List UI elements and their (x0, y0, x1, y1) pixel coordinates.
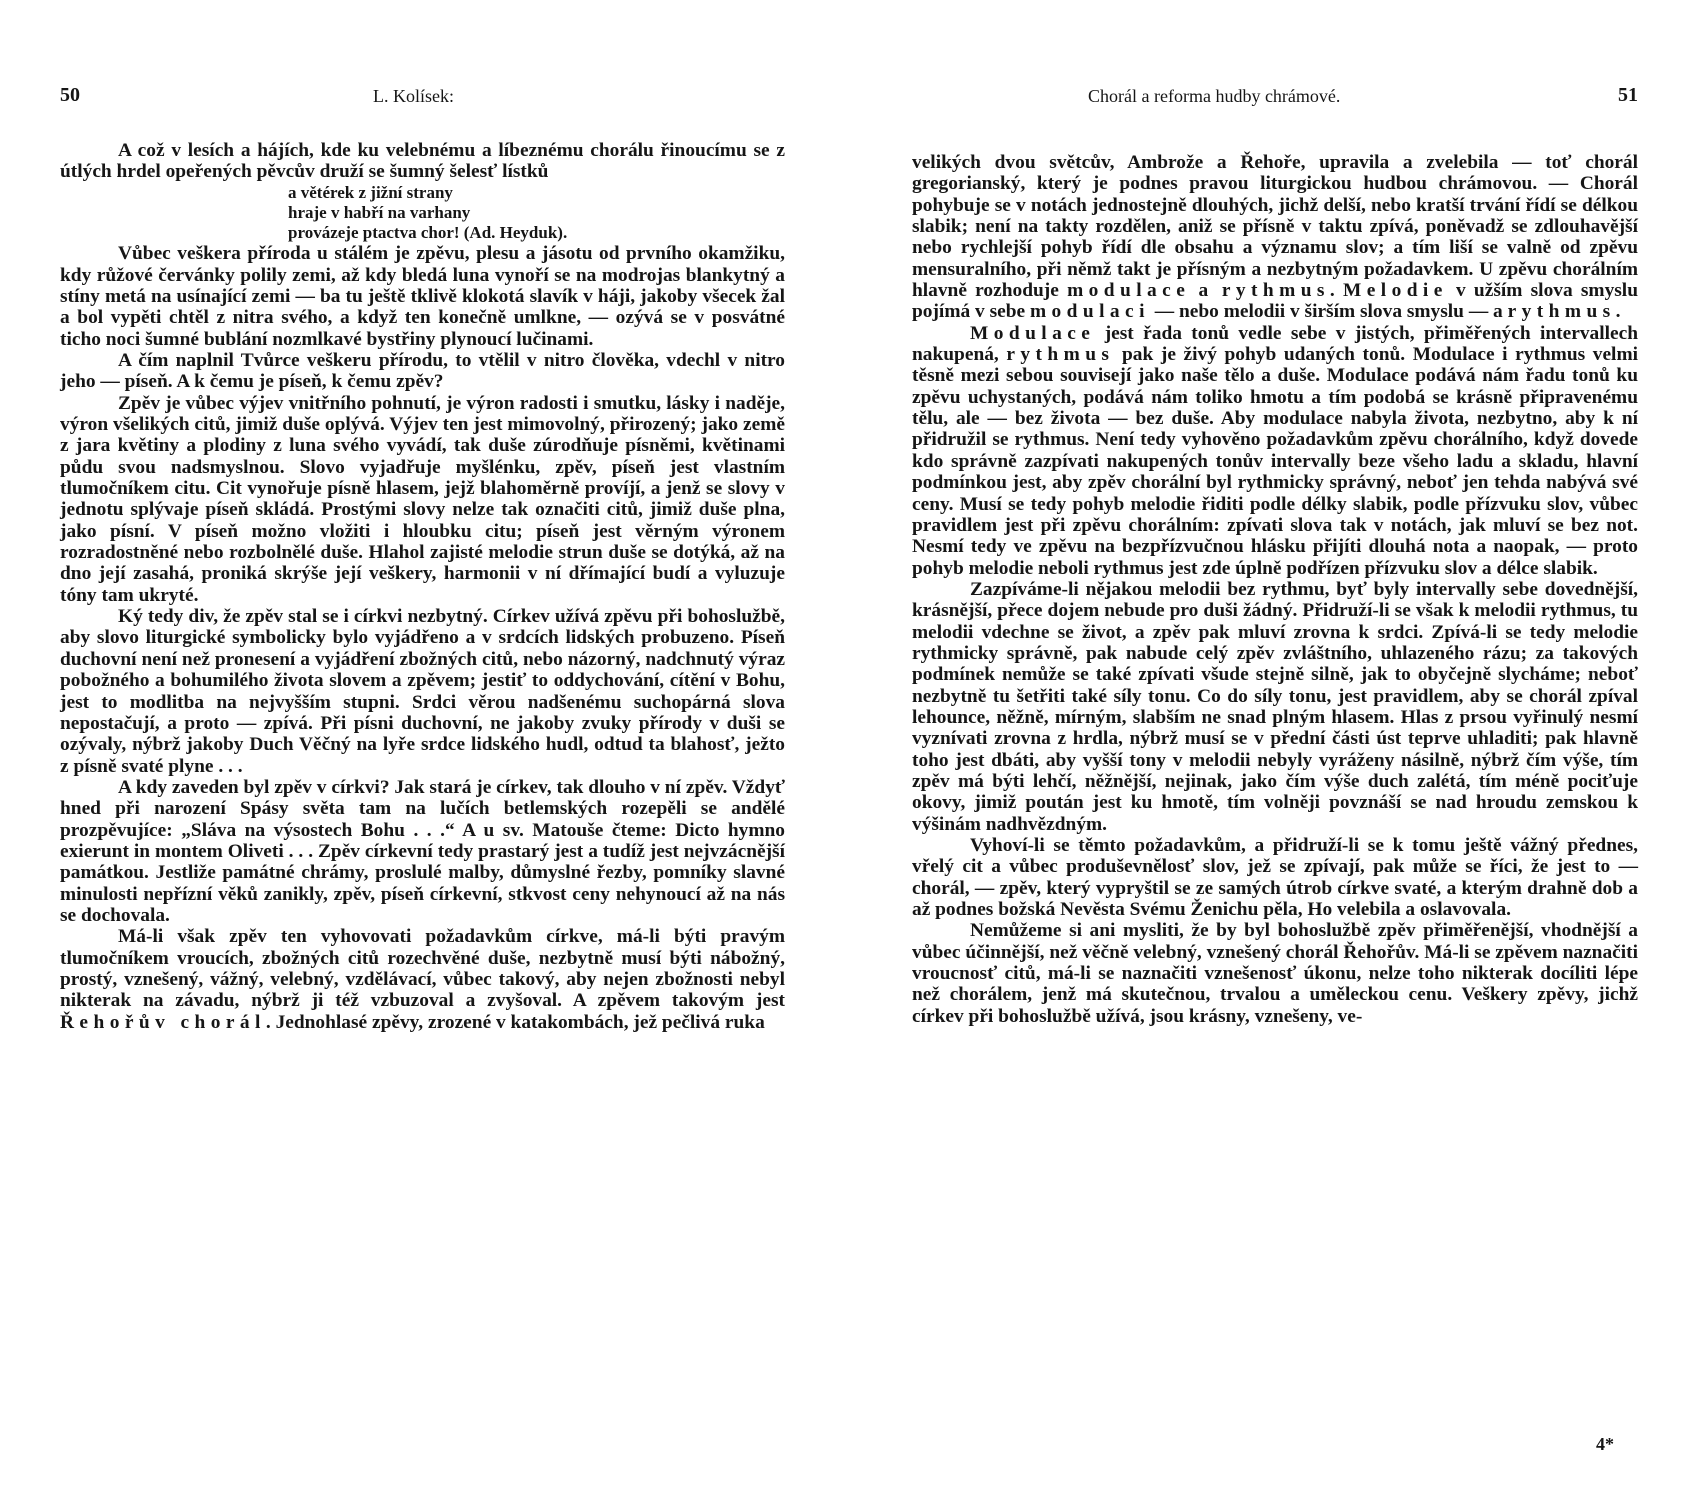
paragraph-gregorian: Nemůžeme si ani mysliti, že by byl bohoslužbě zpěv přiměřenější, vhodnější a vůbec účinnější, než věčně velebný, vznešený chorál Řehořův. Má-li se zpěvem naznačiti vroucnosť citů, má-li se naznačiti vznešenosť úkonu, nelze toho nikterak docíliti lépe než chorálem, jenž má skutečnou, trvalou a uměleckou cenu. Veškery zpěvy, jichž církev při bohoslužbě užívá, jsou krásny, vznešeny, ve- (912, 920, 1638, 1027)
chant-punct: . (1329, 280, 1343, 302)
left-page-header (60, 84, 785, 114)
chant-end: . (1615, 301, 1621, 323)
right-page-header (912, 84, 1638, 114)
paragraph-nature: Vůbec veškera příroda u stálém je zpěvu, plesu a jásotu od prvního okamžiku, kdy růžové červánky polily zemi, až kdy bledá luna vynoří se na modrojas blankytný a stíny metá na usínající zemi — ba tu ještě tklivě klokotá slavík v háji, jakoby všecek žal a bol vypěti chtěl z nitra svého, a když ten konečně umlkne, — ozývá se v posvátné ticho noci šumné bublání nozmlkavé bystřiny plynoucí lučinami. (60, 243, 785, 350)
running-head-right: Chorál a reforma hudby chrámové. (1088, 86, 1341, 106)
modulation-text: jest řada tonů vedle sebe v jistých, přiměřených intervallech nakupená, (912, 322, 1638, 366)
signature-mark: 4* (1596, 1434, 1614, 1454)
term-rythmus-2: rythmus (1507, 301, 1616, 323)
paragraph-requirements: Má-li však zpěv ten vyhovovati požadavkům církve, má-li býti pravým tlumočníkem vroucích, zbožných citů rozechvěné duše, nezbytně musí býti nábožný, prostý, vznešený, vážný, velebný, vzdělávací, vůbec takový, aby nejen zbožnosti nebyl nikterak na závadu, nýbrž ji též vzbuzoval a zvyšoval. A zpěvem takovým jest Řehořův chorál. Jednohlasé zpěvy, zrozené v katakombách, jež pečlivá ruka (60, 926, 785, 1033)
modulation-text-2: pak je živý pohyb udaných tonů. Modulace i rythmus velmi těsně mezi sebou souvisejí jako naše tělo a duše. Modulace podává nám řadu tonů ku zpěvu uchystaných, podává nám toliko hmotu a tím podobá se krásně připravenému tělu, ale — bez života — bez duše. Aby modulace nabyla života, nezbytno, aby k ní přidružil se rythmus. Není tedy vyhověno požadavkům zpěvu chorálního, když dovede kdo správně zazpívati nakupených tonův intervally beze všeho ladu a skladu, hlavní podmínkou jest, aby zpěv chorální byl rythmicky správný, neboť jen tehda nabývá své ceny. Musí se tedy pohyb melodie řiditi podle délky slabik, podle přízvuku slov, vůbec pravidlem jest při zpěvu chorálním: zpívati slova tak v notách, jak mluví se bez not. Nesmí tedy ve zpěvu na bezpřízvučnou hlásku přijíti dlouhá nota a naopak, — proto pohyb melodie neboli rythmus jest zde úplně podřízen přízvuku slov a délce slabik. (912, 344, 1638, 579)
gregorian-chant-spaced: Řehořův chorál (60, 1011, 266, 1033)
right-page-body (912, 152, 1638, 1027)
right-page (912, 0, 1638, 1501)
poem-quote (288, 183, 785, 244)
page-number-left: 50 (60, 84, 80, 106)
paragraph-forest: A což v lesích a hájích, kde ku velebnému a líbeznému chorálu řinoucímu se z útlých hrdel opeřených pěvcův druží se šumný šelesť lístků (60, 140, 785, 183)
requirements-text: Má-li však zpěv ten vyhovovati požadavkům církve, má-li býti pravým tlumočníkem vroucích, zbožných citů rozechvěné duše, nezbytně musí býti nábožný, prostý, vznešený, vážný, velebný, vzdělávací, vůbec takový, aby nejen zbožnosti nebyl nikterak na závadu, nýbrž ji též vzbuzoval a zvyšoval. A zpěvem takovým jest (60, 926, 785, 1012)
term-rythmus: rythmus (1221, 280, 1330, 302)
poem-line: provázeje ptactva chor! (Ad. Heyduk). (288, 223, 568, 243)
paragraph-modulation (912, 323, 1638, 579)
term-modulace: modulace (1067, 280, 1191, 302)
chant-text-2: v užším slova smyslu pojímá v sebe (912, 280, 1638, 323)
term-modulace-2: Modulace (970, 322, 1096, 344)
poem-line: a větérek z jižní strany (288, 182, 453, 202)
left-page (60, 0, 785, 1501)
paragraph-history: A kdy zaveden byl zpěv v církvi? Jak stará je církev, tak dlouho v ní zpěv. Vždyť hned při narození Spásy světa tam na lučích betlemských rozepěli se andělé prozpěvujíce: „Sláva na výsostech Bohu . . .“ A u sv. Matouše čteme: Dicto hymno exierunt in montem Oliveti . . . Zpěv církevní tedy prastarý jest a tudíž jest nejvzácnější památkou. Jestliže památné chrámy, proslulé malby, důmyslné řezby, pomníky slavné minulosti nepřízní věků zanikly, zpěv, píseň církevní, stkvost ceny nehynoucí až na nás se dochovala. (60, 776, 785, 926)
paragraph-delivery: Vyhoví-li se těmto požadavkům, a přidruží-li se k tomu ještě vážný přednes, vřelý cit a vůbec produševnělosť slov, jež se zpívají, pak může se říci, že jest to — chorál, — zpěv, který vypryštil se ze samých útrob církve svaté, a kterým drahně dob a až podnes božská Nevěsta Svému Ženichu pěla, Ho velebila a oslavovala. (912, 835, 1638, 921)
term-melodie: Melodie (1343, 280, 1448, 302)
term-modulaci: modulaci (1029, 301, 1150, 323)
paragraph-creator: A čím naplnil Tvůrce veškeru přírodu, to vtělil v nitro člověka, vdechl v nitro jeho — píseň. A k čemu je píseň, k čemu zpěv? (60, 350, 785, 393)
requirements-tail: Jednohlasé zpěvy, zrozené v katakombách, jež pečlivá ruka (275, 1011, 765, 1033)
poem-line: hraje v habří na varhany (288, 202, 471, 222)
paragraph-song-expression: Zpěv je vůbec výjev vnitřního pohnutí, je výron radosti i smutku, lásky i naděje, výron všelikých citů, jimiž duše oplývá. Výjev ten jest mimovolný, přirozený; jako země z jara květiny a plodiny z luna svého vyvádí, tak duše zúrodňuje písněmi, květinami půdu svou nadsmyslnou. Slovo vyjadřuje myšlénku, zpěv, píseň jest vlastním tlumočníkem citu. Cit vynořuje písně hlasem, jejž blahoměrně províjí, a jenž se slovy v jednotu splývaje píseň skládá. Prostými slovy nelze tak označiti citů, jimiž duše plna, jako písní. V píseň možno vložiti i hloubku citu; píseň jest věrným výronem rozradostněné nebo rozbolnělé duše. Hlahol zajisté melodie strun duše se dotýká, až na dno její zasahá, proniká skrýše její veškery, harmonii v ní dřímající budí a vyluzuje tóny tam ukryté. (60, 392, 785, 606)
left-page-body (60, 140, 785, 1033)
paragraph-church-song: Ký tedy div, že zpěv stal se i církvi nezbytný. Církev užívá zpěvu při bohoslužbě, aby slovo liturgické symbolicky bylo vyjádřeno a v srdcích lidských probuzeno. Píseň duchovní není než pronesení a vyjádření zbožných citů, nebo názorný, nadchnutý výraz pobožného a bohumilého života slovem a zpěvem; jestiť to oddychování, cítění v Bohu, jest to modlitba na nejvyšším stupni. Srdci věrou nadšenému suchopárná slova nepostačují, a proto — zpívá. Při písni duchovní, ne jakoby zvuky přírody v duši se ozývaly, nýbrž jakoby Duch Věčný na lyře srdce lidského hudl, odtud ta blahosť, ježto z písně svaté plyne . . . (60, 606, 785, 777)
word-a: a (1198, 280, 1214, 302)
paragraph-rhythm: Zazpíváme-li nějakou melodii bez rythmu, byť byly intervally sebe dovednější, krásnější, přece dojem nebude pro duši žádný. Přidruží-li se však k melodii rythmus, tu melodii vdechne se život, a zpěv pak mluví zrovna k srdci. Zpívá-li se tedy melodie rythmicky správně, pak nabude celý zpěv zvláštního, uhlazeného rázu; za takových podmínek nemůže se také zpívati všude stejně silně, jak to obyčejně slycháme; neboť nezbytně tu šetřiti také síly tonu. Co do síly tonu, jest pravidlem, aby se chorál zpíval lehounce, něžně, mírným, slabším ne snad plným hlasem. Hlas z prsou vyřinulý nesmí vyznívati zrovna z hrdla, nýbrž musí se v přední části úst teprve uhladiti; pak hlavně toho jest dbáti, aby vyšší tony v melodii nebyly vyráženy násilně, nýbrž čím výše, tím zpěv má býti lehčí, něžnější, nejinak, jako čím výše duch zalétá, tím méně pociťuje okovy, jimiž poután jest ku hmotě, tím volněji povznáší se nad hroudu zemskou k výšinám nadhvězdným. (912, 578, 1638, 835)
chant-text: velikých dvou světcův, Ambrože a Řehoře, upravila a zvelebila — toť chorál gregorianský, který je podnes pravou liturgickou hudbou chrámovou. — Chorál pohybuje se v notách jednostejně dlouhých, jichž delší, nebo kratší trvání řídí se délkou slabik; není na takty rozdělen, aniž se přísně v taktu zpívá, poněvadž se zdlouhavější nebo rychlejší pohyb řídí dle obsahu a významu slov; a tím liší se valně od zpěvu mensuralního, při němž takt je přísným a nezbytným požadavkem. U zpěvu chorálním hlavně rozhoduje (912, 152, 1638, 302)
term-rythmus-3: rythmus (1006, 344, 1115, 366)
chant-text-3: — nebo melodii v širším slova smyslu — a (1149, 301, 1508, 323)
page-number-right: 51 (1618, 84, 1638, 106)
running-head-left: L. Kolísek: (373, 86, 454, 106)
paragraph-chant-definition (912, 152, 1638, 323)
